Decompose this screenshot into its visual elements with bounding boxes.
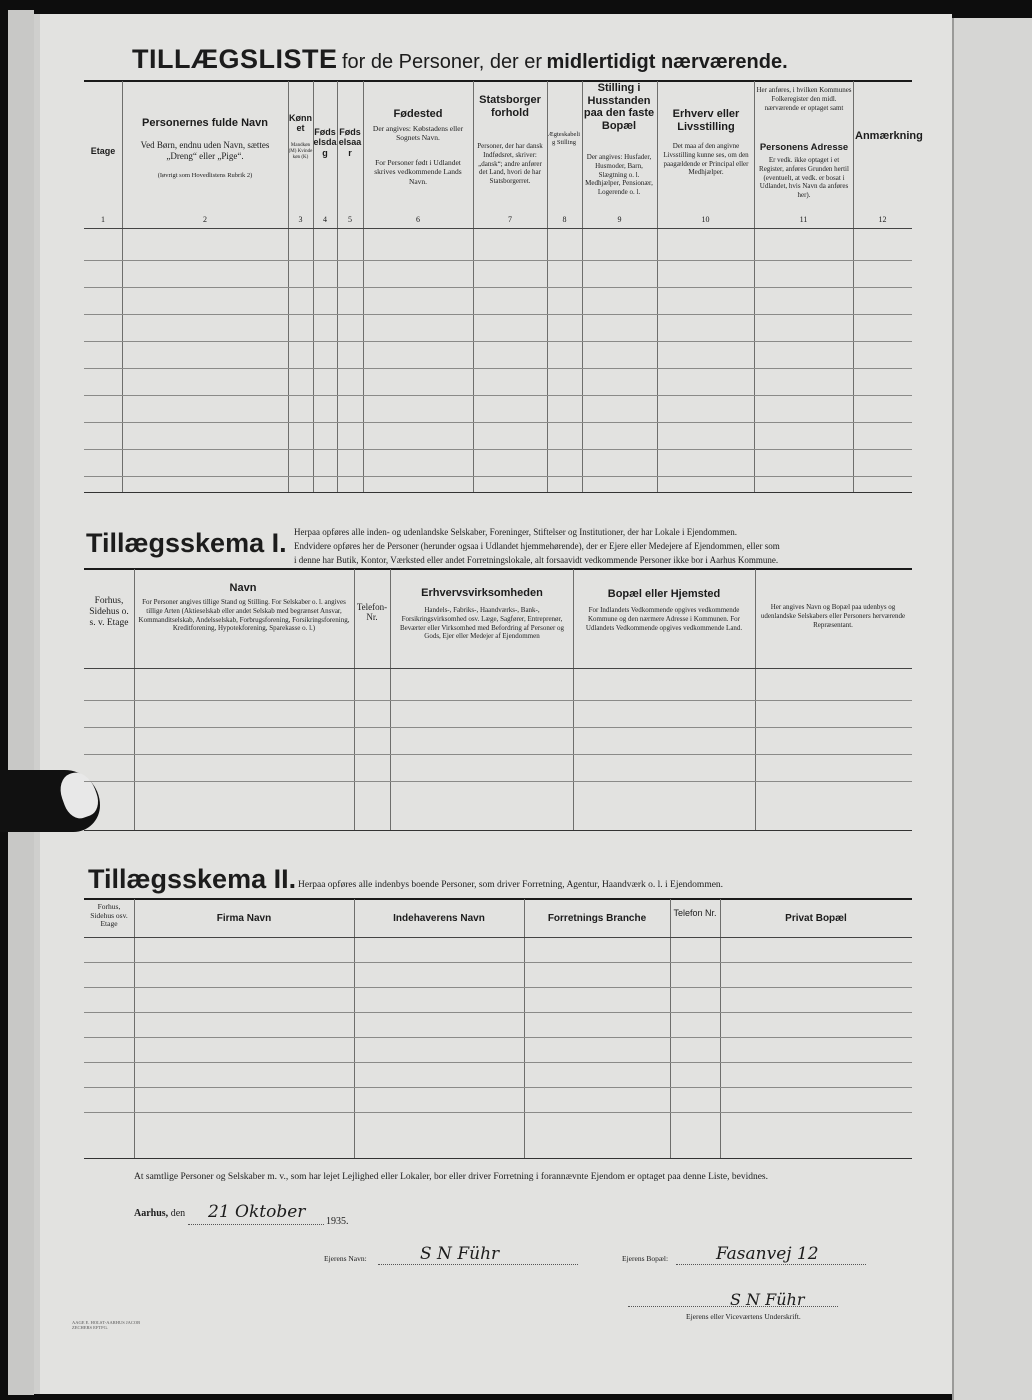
date-handwritten: 21 Oktober	[208, 1202, 306, 1222]
skema1-col-telefon: Telefon-Nr.	[356, 602, 388, 623]
col-9-sub: Der angives: Husfader, Husmoder, Barn, Slægtning o. l. Medhjælper, Pensionær, Logerende o. l.	[585, 153, 653, 196]
skema2-intro: Herpaa opføres alle indenbys boende Personer, som driver Forretning, Agentur, Haandværk o. l. i Ejendommen.	[298, 880, 724, 890]
list-row-rule	[84, 287, 912, 288]
skema2-row-rule	[84, 1112, 912, 1113]
col-5-head: Fødselsaar	[338, 127, 362, 158]
col-2-note: (Iøvrigt som Hovedlistens Rubrik 2)	[157, 172, 253, 179]
col-3-head: Kønnet	[289, 113, 312, 134]
skema2-row-rule	[84, 1012, 912, 1013]
col-6-sub: Der angives: Købstadens eller Sognets Navn.	[372, 124, 464, 143]
skema1-title: Tillægsskema I.	[86, 528, 287, 558]
skema1-col-navn-sub: For Personer angives tillige Stand og Stilling. For Selskaber o. l. angives tillige Arten (Aktieselskab eller andet Selskab med begrænset Ansvar, Kommanditselskab, Andelsselskab, Forbrugsforening, Forsikringsforening, Kreditforening, Hypotekforening, Sparekasse o. l.)	[138, 598, 350, 633]
col-11-head: Personens Adresse	[759, 142, 849, 153]
skema1-header-rule	[84, 668, 912, 669]
skema1-bottom-rule	[84, 830, 912, 831]
den-label: den	[170, 1208, 186, 1219]
owner-name-label: Ejerens Navn:	[324, 1254, 367, 1263]
col-2-head: Personernes fulde Navn	[142, 117, 268, 129]
owner-address-label: Ejerens Bopæl:	[622, 1254, 669, 1263]
skema2-table	[84, 899, 912, 1159]
list-row-rule	[84, 422, 912, 423]
list-row-rule	[84, 368, 912, 369]
skema1-row-rule	[84, 700, 912, 701]
list-col-number: 1	[101, 215, 105, 224]
owner-name-line	[378, 1264, 578, 1265]
city-label: Aarhus,	[134, 1208, 169, 1219]
list-col-number: 6	[416, 215, 420, 224]
list-col-number: 10	[701, 215, 710, 224]
skema2-col-firma: Firma Navn	[216, 913, 272, 924]
list-bottom-rule	[84, 492, 912, 493]
list-row-rule	[84, 476, 912, 477]
skema2-col-branche: Forretnings Branche	[547, 913, 647, 924]
owner-address-line	[676, 1264, 866, 1265]
list-col-number: 11	[799, 215, 808, 224]
col-10-head: Erhverv eller Livsstilling	[672, 108, 740, 133]
skema2-col-etage: Forhus, Sidehus osv. Etage	[90, 902, 128, 929]
col-6-note: For Personer født i Udlandet skrives vedkommende Lands Navn.	[374, 158, 462, 186]
col-2-sub: Ved Børn, endnu uden Navn, sættes „Dreng“ eller „Pige“.	[140, 140, 270, 162]
col-11-pre: Her anføres, i hvilken Kommunes Folkeregister den midl. nærværende er optaget samt	[756, 86, 852, 112]
col-3-sub: Mandkøn (M) Kvindekøn (K)	[288, 143, 313, 160]
title-big: TILLÆGSLISTE	[132, 44, 338, 74]
year-label: 1935.	[326, 1216, 349, 1227]
skema2-col-telefon: Telefon Nr.	[673, 908, 717, 918]
list-col-number: 8	[562, 215, 567, 224]
signature-line	[628, 1306, 838, 1307]
skema1-intro-1: Herpaa opføres alle inden- og udenlandske Selskaber, Foreninger, Stiftelser og Institutioner, der har Lokale i Ejendommen.	[294, 527, 738, 537]
skema1-col-erhverv: Erhvervsvirksomheden	[421, 587, 543, 599]
skema2-col-divider	[524, 899, 525, 1159]
skema2-row-rule	[84, 1037, 912, 1038]
skema2-col-divider	[720, 899, 721, 1159]
skema2-col-divider	[670, 899, 671, 1159]
col-12-head: Anmærkning	[855, 130, 923, 142]
tillaegsliste-title	[132, 44, 892, 75]
owner-address-handwritten: Fasanvej 12	[716, 1244, 819, 1264]
signature-handwritten: S N Führ	[730, 1290, 805, 1309]
skema2-col-bopael: Privat Bopæl	[785, 913, 847, 924]
col-9-head: Stilling i Husstanden paa den faste Bopæl	[583, 82, 655, 132]
col-1-head: Etage	[90, 146, 116, 156]
skema1-col-bopael: Bopæl eller Hjemsted	[607, 588, 721, 600]
skema1-col-erhverv-sub: Handels-, Fabriks-, Haandværks-, Bank-, Forsikringsvirksomhed osv. Læge, Sagfører, Entreprenør, Beværter eller Virksomhed med Befordring af Personer og Gods, Ejer eller Medejer af Ejendommen	[399, 606, 565, 641]
col-10-sub: Det maa af den angivne Livsstilling kunne ses, om den paagældende er Principal eller Medhjælper.	[663, 142, 749, 177]
skema1-row-rule	[84, 727, 912, 728]
col-6-head: Fødested	[393, 108, 443, 120]
list-header-rule	[84, 228, 912, 229]
skema1-intro-3: i denne har Butik, Kontor, Værksted eller andet Forretningslokale, alt forsaavidt vedkommende Personer ikke bor i Aarhus Kommune.	[294, 555, 779, 565]
skema1-intro-2: Endvidere opføres her de Personer (herunder ogsaa i Udlandet hjemmehørende), der er Ejere eller Medejere af Ejendommen, eller som	[294, 541, 780, 551]
skema1-col-bopael-sub: For Indlandets Vedkommende opgives vedkommende Kommune og den nærmere Adresse i Kommunen. For Udlandets Vedkommende opgives vedkommende Land.	[585, 606, 743, 632]
skema2-row-rule	[84, 987, 912, 988]
list-col-number: 5	[348, 215, 352, 224]
skema2-row-rule	[84, 962, 912, 963]
skema1-col-etage: Forhus, Sidehus o. s. v. Etage	[89, 596, 129, 628]
col-8-head: Ægteskabelig Stilling	[547, 131, 581, 146]
skema2-row-rule	[84, 1087, 912, 1088]
list-col-number: 3	[298, 215, 303, 224]
list-col-number: 4	[323, 215, 327, 224]
list-col-number: 2	[203, 215, 207, 224]
list-row-rule	[84, 395, 912, 396]
col-4-head: Fødselsdag	[313, 127, 337, 158]
book-gutter	[8, 10, 34, 1395]
list-row-rule	[84, 260, 912, 261]
skema2-title: Tillægsskema II.	[88, 864, 297, 894]
skema2-bottom-rule	[84, 1158, 912, 1159]
list-col-number: 9	[617, 215, 622, 224]
skema2-col-divider	[354, 899, 355, 1159]
owner-name-handwritten: S N Führ	[420, 1244, 500, 1264]
list-row-rule	[84, 341, 912, 342]
list-col-number: 7	[508, 215, 512, 224]
signature-label: Ejerens eller Viceværtens Underskrift.	[686, 1312, 801, 1321]
col-7-head: Statsborgerforhold	[479, 94, 541, 119]
declaration-text: At samtlige Personer og Selskaber m. v., som har lejet Lejlighed eller Lokaler, bor eller driver Forretning i forannævnte Ejendom er optaget paa denne Liste, bevidnes.	[134, 1172, 768, 1182]
printer-mark: AAGE E. HOLST-AARHUS JACOB ZECHERS EFTFG.	[72, 1320, 141, 1331]
skema2-header-rule	[84, 937, 912, 938]
facing-page-edge	[952, 18, 1032, 1400]
skema1-col-repr: Her angives Navn og Bopæl paa udenbys og udenlandske Selskabers eller Personers herværende Repræsentant.	[760, 603, 906, 629]
list-row-rule	[84, 449, 912, 450]
skema1-col-navn: Navn	[229, 582, 257, 594]
skema2-col-divider	[134, 899, 135, 1159]
skema1-row-rule	[84, 781, 912, 782]
date-underline	[188, 1224, 324, 1225]
skema1-row-rule	[84, 754, 912, 755]
col-7-sub: Personer, der har dansk Indfødsret, skriver: „dansk“; andre anfører det Land, hvori de har Statsborgerret.	[477, 142, 543, 185]
title-end: midlertidigt nærværende.	[546, 51, 788, 73]
skema2-col-indehaver: Indehaverens Navn	[393, 913, 485, 924]
title-mid: for de Personer, der er	[341, 51, 543, 73]
skema2-row-rule	[84, 1062, 912, 1063]
list-row-rule	[84, 314, 912, 315]
list-col-number: 12	[878, 215, 887, 224]
col-11-sub: Er vedk. ikke optaget i et Register, anføres Grunden hertil (eventuelt, at vedk. er bosat i Udlandet, hvis Navn da anføres her).	[759, 156, 849, 199]
